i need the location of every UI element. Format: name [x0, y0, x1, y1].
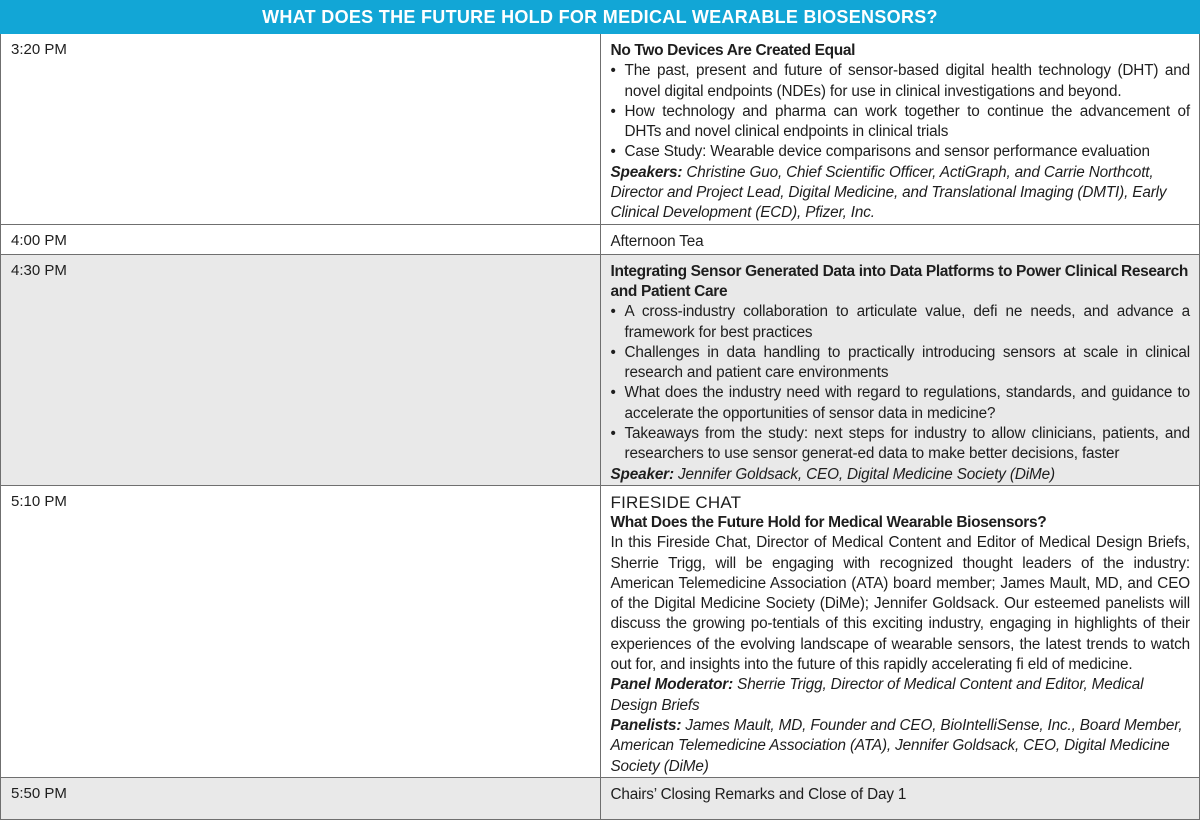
session-time: 5:50 PM	[1, 777, 601, 819]
session-title: Integrating Sensor Generated Data into Data Platforms to Power Clinical Research and Patient Care	[610, 262, 1189, 300]
speakers-label: Speaker:	[610, 465, 674, 483]
moderator-text: Sherrie Trigg, Director of Medical Content and Editor, Medical Design Briefs	[610, 676, 1144, 714]
session-row	[1, 485, 1200, 777]
speakers-text: Christine Guo, Chief Scientific Officer, ActiGraph, and Carrie Northcott, Director and Project Lead, Digital Medicine, and Translational Imaging (DMTI), Early Clinical Development (ECD), Pfizer, Inc.	[610, 163, 1167, 222]
panelists-line	[611, 716, 1191, 777]
speakers-line	[611, 465, 1191, 485]
speakers-text: Jennifer Goldsack, CEO, Digital Medicine Society (DiMe)	[673, 465, 1055, 483]
session-time: 3:20 PM	[1, 34, 601, 225]
session-description: In this Fireside Chat, Director of Medical Content and Editor of Medical Design Briefs, Sherrie Trigg, will be engaging with recognized thought leaders of the industry: American Telemedicine Association (ATA) board member; James Mault, MD, and CEO of the Digital Medicine Society (DiMe); Jennifer Goldsack. Our esteemed panelists will discuss the growing po-tentials of this exciting industry, engaging in highlights of their experiences of the evolving landscape of wearable sensors, the latest trends to watch out for, and insights into the future of this rapidly accelerating fi eld of medicine.	[610, 534, 1190, 674]
session-row	[1, 254, 1200, 485]
session-title: What Does the Future Hold for Medical Wearable Biosensors?	[610, 513, 1047, 531]
session-content	[600, 34, 1200, 225]
bullet-item: • Takeaways from the study: next steps for industry to allow clinicians, patients, and researchers to use sensor generat-ed data to make better decisions, faster	[611, 424, 1191, 465]
session-content: Afternoon Tea	[600, 224, 1200, 254]
bullet-list	[611, 61, 1191, 162]
bullet-item: • A cross-industry collaboration to articulate value, defi ne needs, and advance a framework for best practices	[611, 302, 1191, 343]
panelists-text: James Mault, MD, Founder and CEO, BioIntelliSense, Inc., Board Member, American Telemedicine Association (ATA), Jennifer Goldsack, CEO, Digital Medicine Society (DiMe)	[610, 716, 1183, 775]
bullet-list	[611, 302, 1191, 464]
moderator-line	[611, 675, 1191, 716]
panelists-label: Panelists:	[610, 716, 682, 734]
speakers-line	[611, 163, 1191, 224]
bullet-item: • Challenges in data handling to practically introducing sensors at scale in clinical research and patient care environments	[611, 343, 1191, 384]
bullet-item: • What does the industry need with regard to regulations, standards, and guidance to accelerate the opportunities of sensor data in medicine?	[611, 383, 1191, 424]
session-time: 5:10 PM	[1, 485, 601, 777]
session-title: No Two Devices Are Created Equal	[610, 42, 856, 59]
session-row	[1, 777, 1200, 819]
session-time: 4:00 PM	[1, 224, 601, 254]
session-time: 4:30 PM	[1, 254, 601, 485]
session-content: Chairs’ Closing Remarks and Close of Day 1	[600, 777, 1200, 819]
session-row	[1, 34, 1200, 225]
speakers-label: Speakers:	[610, 163, 683, 181]
session-content	[600, 485, 1200, 777]
moderator-label: Panel Moderator:	[610, 676, 734, 694]
agenda-header-banner: WHAT DOES THE FUTURE HOLD FOR MEDICAL WEARABLE BIOSENSORS?	[1, 1, 1200, 34]
session-kicker: FIRESIDE CHAT	[610, 492, 742, 512]
session-content	[600, 254, 1200, 485]
bullet-item: • The past, present and future of sensor-based digital health technology (DHT) and novel digital endpoints (NDEs) for use in clinical investigations and beyond.	[611, 61, 1191, 102]
bullet-item: • How technology and pharma can work together to continue the advancement of DHTs and novel clinical endpoints in clinical trials	[611, 102, 1191, 143]
bullet-item: • Case Study: Wearable device comparisons and sensor performance evaluation	[611, 142, 1191, 162]
session-row	[1, 224, 1200, 254]
